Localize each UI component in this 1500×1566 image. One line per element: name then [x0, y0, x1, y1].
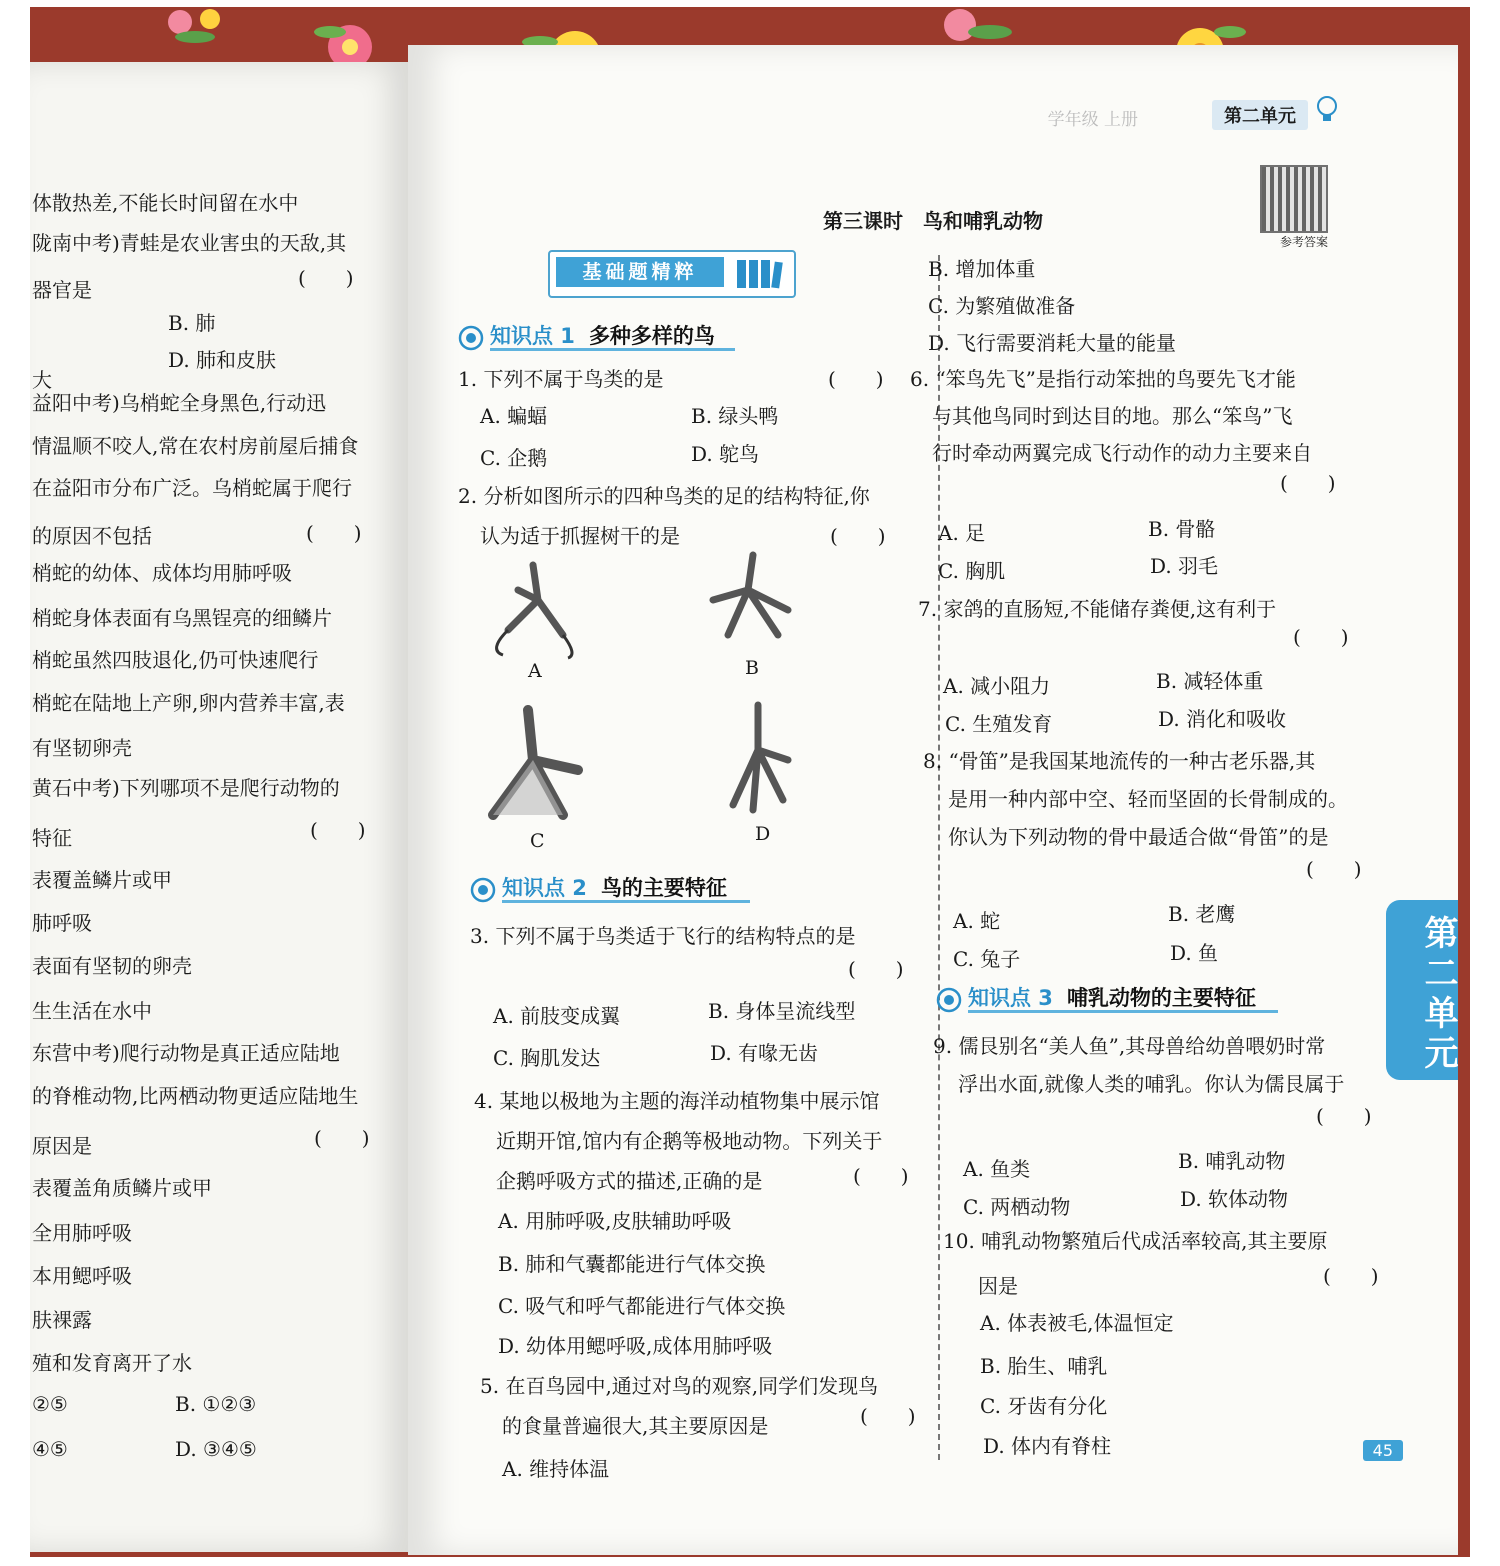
question-stem: 4. 某地以极地为主题的海洋动植物集中展示馆: [474, 1089, 880, 1113]
left-line: 表覆盖角质鳞片或甲: [32, 1176, 212, 1200]
option: B. 减轻体重: [1156, 669, 1264, 693]
banner-label: 基础题精粹: [556, 257, 724, 287]
left-line: 表面有坚韧的卵壳: [32, 954, 192, 978]
left-line: 原因是: [32, 1134, 92, 1158]
bird-foot-b-figure: [693, 550, 813, 650]
unit-header: 第二单元: [1212, 100, 1308, 130]
question-stem: 是用一种内部中空、轻而坚固的长骨制成的。: [948, 787, 1348, 811]
flower-decoration: [150, 7, 240, 47]
kp-underline: [490, 348, 735, 351]
left-line: ②⑤: [32, 1392, 68, 1416]
figure-label: C: [530, 830, 545, 852]
knowledge-point-2: [502, 872, 727, 902]
option: D. 消化和吸收: [1158, 707, 1287, 731]
option: C. 兔子: [953, 947, 1021, 971]
left-line: B. 肺: [168, 311, 216, 335]
left-line: 殖和发育离开了水: [32, 1351, 192, 1375]
left-line: 肤裸露: [32, 1308, 92, 1332]
question-stem: 近期开馆,馆内有企鹅等极地动物。下列关于: [496, 1129, 883, 1153]
left-page: [30, 62, 410, 1552]
left-line: 特征: [32, 826, 72, 850]
answer-paren: ( ): [306, 521, 362, 545]
left-line: 陇南中考)青蛙是农业害虫的天敌,其: [32, 231, 347, 255]
option: C. 胸肌: [938, 559, 1006, 583]
option: A. 用肺呼吸,皮肤辅助呼吸: [498, 1209, 732, 1233]
question-stem: 6. “笨鸟先飞”是指行动笨拙的鸟要先飞才能: [910, 367, 1296, 391]
left-line: 梢蛇虽然四肢退化,仍可快速爬行: [32, 648, 319, 672]
answer-paren: ( ): [853, 1164, 909, 1188]
figure-label: A: [528, 660, 542, 682]
option: C. 两栖动物: [963, 1195, 1071, 1219]
option: B. 哺乳动物: [1178, 1149, 1286, 1173]
kp-underline: [502, 900, 750, 903]
option: B. 增加体重: [928, 257, 1036, 281]
target-icon: [458, 325, 484, 351]
answer-paren: ( ): [860, 1404, 916, 1428]
target-icon: [470, 877, 496, 903]
bird-foot-d-figure: [708, 700, 808, 820]
answer-paren: ( ): [310, 818, 366, 842]
answer-paren: ( ): [298, 266, 354, 290]
left-line: 东营中考)爬行动物是真正适应陆地: [32, 1041, 340, 1065]
option: B. 老鹰: [1168, 902, 1236, 926]
option: D. 体内有脊柱: [983, 1434, 1112, 1458]
left-line: D. 肺和皮肤: [168, 348, 277, 372]
answer-paren: ( ): [830, 524, 886, 548]
figure-label: D: [755, 823, 771, 845]
answer-paren: ( ): [1280, 471, 1336, 495]
option: D. 鸵鸟: [691, 442, 760, 466]
running-header: 学年级 上册: [1047, 110, 1138, 130]
bird-foot-c-figure: [483, 705, 593, 825]
option: C. 生殖发育: [945, 712, 1053, 736]
question-stem: 行时牵动两翼完成飞行动作的动力主要来自: [932, 441, 1312, 465]
left-line: 表覆盖鳞片或甲: [32, 868, 172, 892]
question-stem: 2. 分析如图所示的四种鸟类的足的结构特征,你: [458, 484, 870, 508]
question-stem: 3. 下列不属于鸟类适于飞行的结构特点的是: [470, 924, 856, 948]
question-stem: 9. 儒艮别名“美人鱼”,其母兽给幼兽喂奶时常: [933, 1034, 1326, 1058]
option: A. 前肢变成翼: [493, 1004, 621, 1028]
question-stem: 认为适于抓握树干的是: [480, 524, 680, 548]
option: C. 胸肌发达: [493, 1046, 601, 1070]
question-stem: 企鹅呼吸方式的描述,正确的是: [496, 1169, 763, 1193]
answer-paren: ( ): [1293, 625, 1349, 649]
option: C. 牙齿有分化: [980, 1394, 1108, 1418]
left-line: 梢蛇身体表面有乌黑锃亮的细鳞片: [32, 606, 332, 630]
kp-label: 知识点 3: [968, 986, 1053, 1010]
left-line: 肺呼吸: [32, 911, 92, 935]
question-stem: 1. 下列不属于鸟类的是: [458, 367, 664, 391]
option: D. 飞行需要消耗大量的能量: [928, 331, 1177, 355]
left-line: 黄石中考)下列哪项不是爬行动物的: [32, 776, 340, 800]
question-stem: 10. 哺乳动物繁殖后代成活率较高,其主要原: [943, 1229, 1328, 1253]
left-line: 益阳中考)乌梢蛇全身黑色,行动迅: [32, 391, 327, 415]
option: D. 有喙无齿: [710, 1041, 819, 1065]
option: C. 为繁殖做准备: [928, 294, 1076, 318]
answer-paren: ( ): [848, 957, 904, 981]
option: B. 肺和气囊都能进行气体交换: [498, 1252, 766, 1276]
kp-title: 鸟的主要特征: [600, 876, 727, 900]
kp-underline: [968, 1010, 1278, 1013]
unit-side-tab: 第二单元: [1386, 900, 1458, 1080]
option: A. 维持体温: [502, 1457, 610, 1481]
answer-paren: ( ): [1306, 857, 1362, 881]
answer-paren: ( ): [1316, 1104, 1372, 1128]
option: A. 鱼类: [963, 1157, 1031, 1181]
question-stem: 你认为下列动物的骨中最适合做“骨笛”的是: [948, 825, 1329, 849]
left-line: D. ③④⑤: [175, 1437, 257, 1461]
left-line: 器官是: [32, 278, 92, 302]
option: A. 体表被毛,体温恒定: [980, 1311, 1174, 1335]
left-line: 在益阳市分布广泛。乌梢蛇属于爬行: [32, 476, 352, 500]
left-line: 的脊椎动物,比两栖动物更适应陆地生: [32, 1084, 359, 1108]
option: A. 足: [938, 521, 986, 545]
question-stem: 因是: [978, 1274, 1018, 1298]
left-line: 本用鳃呼吸: [32, 1264, 132, 1288]
books-icon: [735, 258, 783, 290]
question-stem: 5. 在百鸟园中,通过对鸟的观察,同学们发现鸟: [480, 1374, 879, 1398]
option: A. 减小阻力: [943, 674, 1051, 698]
left-line: 有坚韧卵壳: [32, 736, 132, 760]
bird-foot-a-figure: [478, 560, 598, 660]
option: B. 绿头鸭: [691, 404, 779, 428]
kp-title: 多种多样的鸟: [588, 324, 715, 348]
kp-label: 知识点 1: [490, 324, 575, 348]
option: B. 身体呈流线型: [708, 999, 856, 1023]
question-stem: 7. 家鸽的直肠短,不能储存粪便,这有利于: [918, 597, 1277, 621]
option: C. 吸气和呼气都能进行气体交换: [498, 1294, 786, 1318]
kp-label: 知识点 2: [502, 876, 587, 900]
option: D. 软体动物: [1180, 1187, 1289, 1211]
question-stem: 8. “骨笛”是我国某地流传的一种古老乐器,其: [923, 749, 1316, 773]
question-stem: 与其他鸟同时到达目的地。那么“笨鸟”飞: [932, 404, 1293, 428]
lesson-title: 第三课时 鸟和哺乳动物: [823, 209, 1043, 233]
figure-label: B: [745, 657, 759, 679]
left-line: 生生活在水中: [32, 999, 152, 1023]
option: B. 骨骼: [1148, 517, 1216, 541]
kp-title: 哺乳动物的主要特征: [1066, 986, 1256, 1010]
option: D. 羽毛: [1150, 554, 1219, 578]
option: B. 胎生、哺乳: [980, 1354, 1108, 1378]
option: D. 鱼: [1170, 941, 1219, 965]
left-line: 情温顺不咬人,常在农村房前屋后捕食: [32, 434, 359, 458]
knowledge-point-3: [968, 982, 1256, 1012]
question-stem: 的食量普遍很大,其主要原因是: [502, 1414, 769, 1438]
left-line: 的原因不包括: [32, 524, 152, 548]
option: C. 企鹅: [480, 446, 548, 470]
left-line: 全用肺呼吸: [32, 1221, 132, 1245]
option: A. 蝙蝠: [480, 404, 548, 428]
column-divider: [938, 255, 940, 1460]
page-number: 45: [1363, 1440, 1403, 1461]
option: D. 幼体用鳃呼吸,成体用肺呼吸: [498, 1334, 773, 1358]
photo-background: [30, 7, 1470, 1557]
qr-label: 参考答案: [1279, 235, 1328, 249]
answer-paren: ( ): [1323, 1264, 1379, 1288]
left-line: 体散热差,不能长时间留在水中: [32, 191, 299, 215]
lightbulb-icon: [1314, 95, 1340, 125]
knowledge-point-1: [490, 320, 715, 350]
left-line: 大: [32, 368, 52, 392]
target-icon: [936, 987, 962, 1013]
left-line: ④⑤: [32, 1437, 68, 1461]
right-page: [408, 45, 1458, 1555]
question-stem: 浮出水面,就像人类的哺乳。你认为儒艮属于: [958, 1072, 1345, 1096]
left-line: 梢蛇在陆地上产卵,卵内营养丰富,表: [32, 691, 345, 715]
left-line: B. ①②③: [175, 1392, 257, 1416]
section-banner: [548, 250, 796, 298]
answer-paren: ( ): [828, 367, 884, 391]
left-line: 梢蛇的幼体、成体均用肺呼吸: [32, 561, 292, 585]
answer-paren: ( ): [314, 1126, 370, 1150]
option: A. 蛇: [953, 909, 1001, 933]
